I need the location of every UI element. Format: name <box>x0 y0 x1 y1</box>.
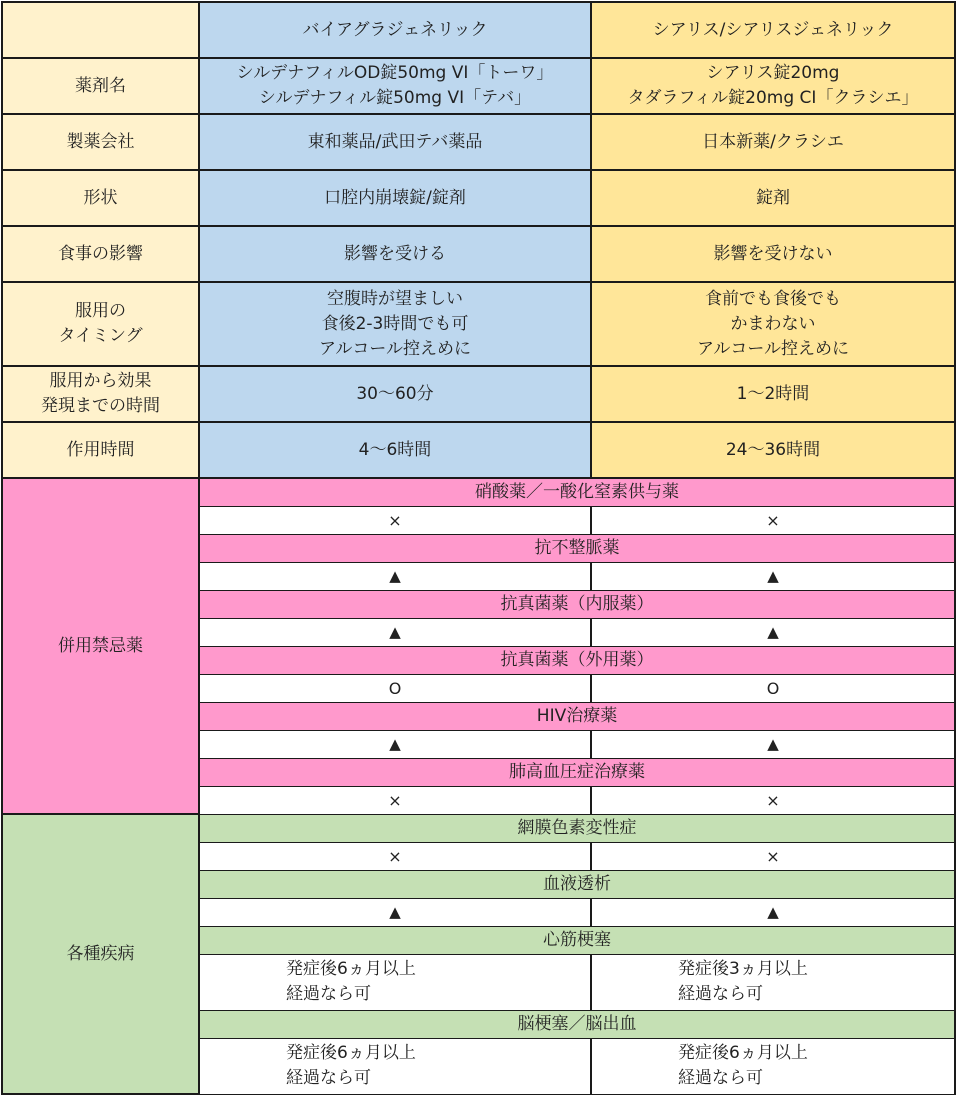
cell-line: 発症後6ヵ月以上 <box>286 1043 416 1063</box>
cell-line: アルコール控えめに <box>319 338 471 359</box>
viagra-value <box>199 282 591 366</box>
contraindicated-label: 併用禁忌薬 <box>2 478 199 814</box>
cialis-value <box>591 282 955 366</box>
triangle-mark: ▲ <box>199 898 591 926</box>
disease-row <box>2 814 955 842</box>
contraindicated-drug-name: 抗真菌薬（内服薬） <box>199 590 955 618</box>
cell-line: かまわない <box>730 313 816 334</box>
viagra-disease-note <box>199 1038 591 1094</box>
triangle-mark: ▲ <box>199 562 591 590</box>
cell-line: 日本新薬/クラシエ <box>702 131 844 152</box>
cialis-value <box>591 422 955 478</box>
triangle-mark: ▲ <box>591 730 955 758</box>
viagra-value <box>199 58 591 114</box>
property-row <box>2 422 955 478</box>
cialis-value <box>591 114 955 170</box>
contraindicated-drug-name: 抗真菌薬（外用薬） <box>199 646 955 674</box>
viagra-value <box>199 366 591 422</box>
cialis-value <box>591 58 955 114</box>
contraindicated-drug-name: HIV治療薬 <box>199 702 955 730</box>
triangle-mark: ▲ <box>591 562 955 590</box>
cell-line: 発症後6ヵ月以上 <box>286 959 416 979</box>
disease-name: 心筋梗塞 <box>199 926 955 954</box>
property-label <box>2 226 199 282</box>
header-viagra-generic: バイアグラジェネリック <box>199 2 591 58</box>
cialis-disease-note <box>591 954 955 1010</box>
cross-mark: × <box>591 842 955 870</box>
disease-name: 血液透析 <box>199 870 955 898</box>
cell-line: 食前でも食後でも <box>705 288 841 309</box>
contraindicated-drug-name: 抗不整脈薬 <box>199 534 955 562</box>
cell-line: 発症後3ヵ月以上 <box>678 959 808 979</box>
property-label <box>2 422 199 478</box>
cell-line: 発現までの時間 <box>41 396 160 416</box>
cell-line: 錠剤 <box>756 187 790 208</box>
cell-line: 経過なら可 <box>678 984 763 1004</box>
property-row <box>2 58 955 114</box>
property-row <box>2 366 955 422</box>
triangle-mark: ▲ <box>591 618 955 646</box>
cell-line: 東和薬品/武田テバ薬品 <box>307 131 483 152</box>
cell-line: 30〜60分 <box>356 383 434 404</box>
disease-name: 網膜色素変性症 <box>199 814 955 842</box>
cell-line: 1〜2時間 <box>736 383 810 404</box>
cell-line: シルデナフィル錠50mg VI「テバ」 <box>258 88 532 108</box>
cell-line: シルデナフィルOD錠50mg VI「トーワ」 <box>236 63 554 83</box>
cialis-value <box>591 170 955 226</box>
cross-mark: × <box>199 506 591 534</box>
cell-line: タイミング <box>58 326 143 346</box>
cialis-value <box>591 366 955 422</box>
property-row <box>2 282 955 366</box>
cell-line: 発症後6ヵ月以上 <box>678 1043 808 1063</box>
cell-line: 服用から効果 <box>49 371 152 391</box>
cell-line: 製薬会社 <box>66 131 135 152</box>
cross-mark: × <box>199 842 591 870</box>
disease-label: 各種疾病 <box>2 814 199 1094</box>
cross-mark: × <box>591 786 955 814</box>
cell-line: 作用時間 <box>66 439 135 460</box>
contraindicated-drug-row <box>2 478 955 506</box>
viagra-value <box>199 170 591 226</box>
property-label <box>2 282 199 366</box>
viagra-value <box>199 114 591 170</box>
property-label <box>2 170 199 226</box>
cross-mark: × <box>199 786 591 814</box>
cell-line: 4〜6時間 <box>358 439 432 460</box>
cell-line: シアリス錠20mg <box>706 63 840 83</box>
property-row <box>2 114 955 170</box>
cell-line: 形状 <box>83 187 118 208</box>
cell-line: タダラフィル錠20mg CI「クラシエ」 <box>627 88 919 108</box>
viagra-disease-note <box>199 954 591 1010</box>
header-cialis: シアリス/シアリスジェネリック <box>591 2 955 58</box>
cell-line: 空腹時が望ましい <box>327 288 463 309</box>
cell-line: 経過なら可 <box>678 1068 763 1088</box>
cialis-value <box>591 226 955 282</box>
cell-line: 口腔内崩壊錠/錠剤 <box>324 187 466 208</box>
circle-mark: O <box>591 674 955 702</box>
cell-line: 食事の影響 <box>58 243 143 264</box>
cell-line: 服用の <box>75 301 126 321</box>
cell-line: 経過なら可 <box>286 1068 371 1088</box>
viagra-value <box>199 422 591 478</box>
cell-line: 食後2-3時間でも可 <box>321 313 469 334</box>
cell-line: 経過なら可 <box>286 984 371 1004</box>
cell-line: 影響を受けない <box>713 243 833 264</box>
property-label <box>2 366 199 422</box>
triangle-mark: ▲ <box>199 618 591 646</box>
header-corner-cell <box>2 2 199 58</box>
cross-mark: × <box>591 506 955 534</box>
disease-name: 脳梗塞／脳出血 <box>199 1010 955 1038</box>
cell-line: 24〜36時間 <box>725 439 821 460</box>
property-row <box>2 170 955 226</box>
header-row <box>2 2 955 58</box>
property-label <box>2 58 199 114</box>
comparison-table <box>1 1 956 1095</box>
contraindicated-drug-name: 肺高血圧症治療薬 <box>199 758 955 786</box>
cell-line: 影響を受ける <box>344 243 446 264</box>
cell-line: 薬剤名 <box>75 75 126 96</box>
contraindicated-drug-name: 硝酸薬／一酸化窒素供与薬 <box>199 478 955 506</box>
cialis-disease-note <box>591 1038 955 1094</box>
property-row <box>2 226 955 282</box>
triangle-mark: ▲ <box>199 730 591 758</box>
viagra-value <box>199 226 591 282</box>
cell-line: アルコール控えめに <box>697 338 849 359</box>
triangle-mark: ▲ <box>591 898 955 926</box>
circle-mark: O <box>199 674 591 702</box>
property-label <box>2 114 199 170</box>
